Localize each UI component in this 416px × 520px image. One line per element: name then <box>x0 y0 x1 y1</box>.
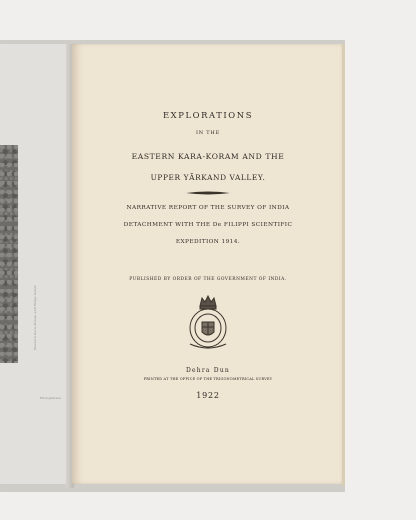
year-line: 1922 <box>196 391 220 400</box>
subtitle-line-1: NARRATIVE REPORT OF THE SURVEY OF INDIA <box>126 205 290 211</box>
printer-line: PRINTED AT THE OFFICE OF THE TRIGONOMETRICAL SURVEY <box>143 377 273 381</box>
frontispiece-plate <box>0 145 18 363</box>
crest-emblem <box>178 292 238 354</box>
title-line-4: UPPER YĀRKAND VALLEY. <box>150 173 266 182</box>
subtitle-line-2: DETACHMENT WITH THE De FILIPPI SCIENTIFIC <box>123 222 293 228</box>
plate-credit: Photogravure <box>40 396 61 400</box>
authority-line: PUBLISHED BY ORDER OF THE GOVERNMENT OF INDIA. <box>129 277 287 282</box>
place-line: Dehra Dun <box>186 367 230 374</box>
subtitle-line-3: EXPEDITION 1914. <box>175 239 241 245</box>
ornamental-rule <box>186 190 230 196</box>
title-line-2: IN THE <box>195 130 221 136</box>
title-line-3: EASTERN KARA-KORAM AND THE <box>131 152 285 161</box>
plate-caption: Western Kara-Koram and Ridge below <box>33 285 37 350</box>
title-line-1: EXPLORATIONS <box>162 110 254 120</box>
